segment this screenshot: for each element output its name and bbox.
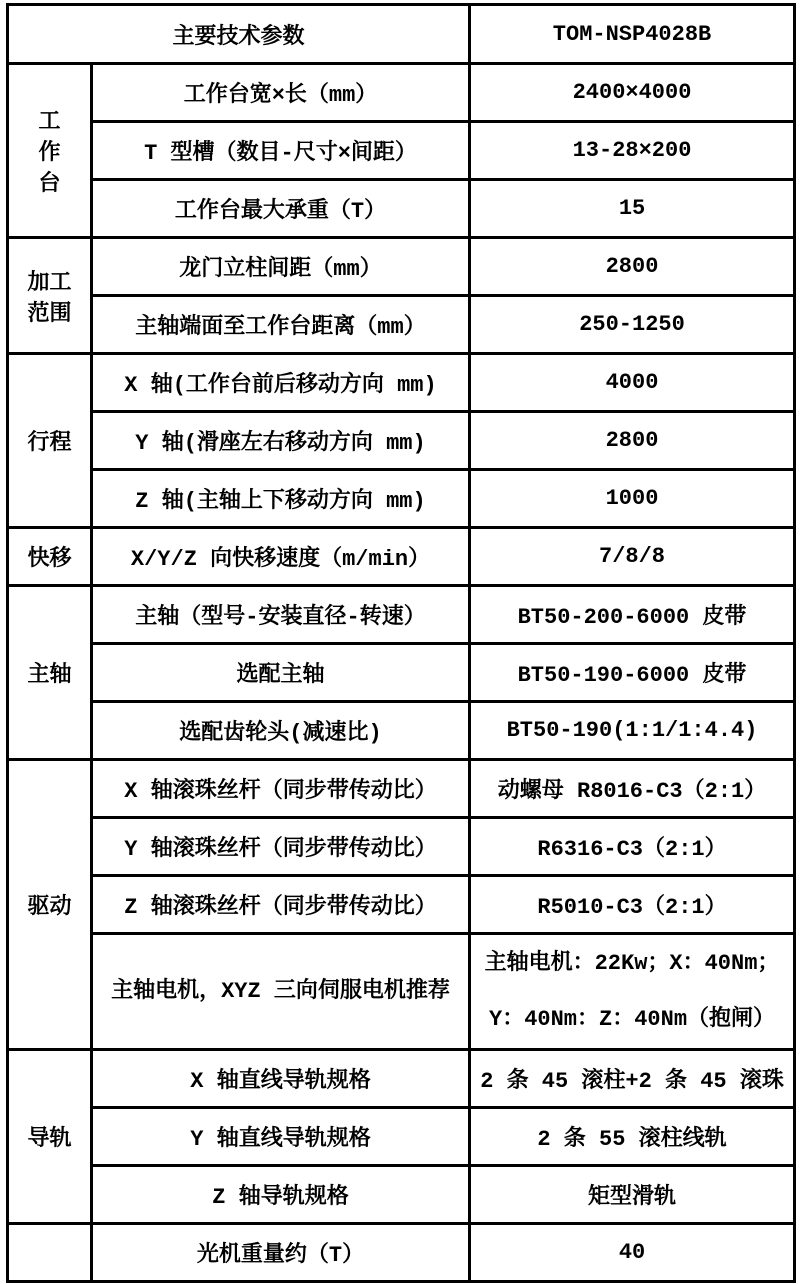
spec-row bbox=[8, 1108, 795, 1166]
group-label-empty bbox=[8, 1224, 92, 1282]
spec-label: 选配主轴 bbox=[92, 644, 470, 702]
group-label-guideway: 导轨 bbox=[8, 1050, 92, 1224]
spec-label: 龙门立柱间距（mm） bbox=[92, 238, 470, 296]
spec-label: Y 轴滚珠丝杆（同步带传动比） bbox=[92, 818, 470, 876]
header-title-cell: 主要技术参数 bbox=[8, 5, 470, 64]
spec-value: 7/8/8 bbox=[470, 528, 795, 586]
header-model-cell: TOM-NSP4028B bbox=[470, 5, 795, 64]
spec-label: 主轴电机，XYZ 三向伺服电机推荐 bbox=[92, 934, 470, 1050]
spec-row bbox=[8, 818, 795, 876]
spec-label: 光机重量约（T） bbox=[92, 1224, 470, 1282]
spec-label: Y 轴直线导轨规格 bbox=[92, 1108, 470, 1166]
group-word: 范围 bbox=[27, 301, 72, 327]
spec-value: 13-28×200 bbox=[470, 122, 795, 180]
spec-row-motors bbox=[8, 934, 795, 1050]
spec-label: Z 轴导轨规格 bbox=[92, 1166, 470, 1224]
group-label-worktable bbox=[8, 64, 92, 238]
spec-value: 2800 bbox=[470, 238, 795, 296]
group-label-stack bbox=[9, 265, 90, 327]
spec-label: Z 轴(主轴上下移动方向 mm) bbox=[92, 470, 470, 528]
spec-value: 矩型滑轨 bbox=[470, 1166, 795, 1224]
group-label-rapid-traverse: 快移 bbox=[8, 528, 92, 586]
spec-value: BT50-190-6000 皮带 bbox=[470, 644, 795, 702]
table-header-row bbox=[8, 5, 795, 64]
spec-row bbox=[8, 470, 795, 528]
spec-row bbox=[8, 760, 795, 818]
spec-row bbox=[8, 528, 795, 586]
spec-value: 15 bbox=[470, 180, 795, 238]
spec-value: 2800 bbox=[470, 412, 795, 470]
spec-value: 动螺母 R8016-C3（2:1） bbox=[470, 760, 795, 818]
spec-label: X 轴直线导轨规格 bbox=[92, 1050, 470, 1108]
spec-value: 2400×4000 bbox=[470, 64, 795, 122]
spec-label: 工作台宽×长（mm） bbox=[92, 64, 470, 122]
spec-row bbox=[8, 64, 795, 122]
group-label-drive: 驱动 bbox=[8, 760, 92, 1050]
spec-row bbox=[8, 296, 795, 354]
spec-value: BT50-190(1:1/1:4.4) bbox=[470, 702, 795, 760]
spec-row bbox=[8, 412, 795, 470]
group-char: 作 bbox=[38, 141, 61, 166]
group-char: 台 bbox=[38, 172, 61, 197]
spec-label: T 型槽（数目-尺寸×间距） bbox=[92, 122, 470, 180]
spec-value: R6316-C3（2:1） bbox=[470, 818, 795, 876]
spec-value: R5010-C3（2:1） bbox=[470, 876, 795, 934]
group-char: 工 bbox=[38, 110, 61, 135]
spec-row bbox=[8, 180, 795, 238]
group-label-stack bbox=[9, 104, 90, 197]
spec-value: BT50-200-6000 皮带 bbox=[470, 586, 795, 644]
spec-label: X 轴(工作台前后移动方向 mm) bbox=[92, 354, 470, 412]
spec-row bbox=[8, 1224, 795, 1282]
group-label-machining-range bbox=[8, 238, 92, 354]
spec-label: 工作台最大承重（T） bbox=[92, 180, 470, 238]
technical-parameters-table bbox=[6, 3, 796, 1283]
spec-row bbox=[8, 238, 795, 296]
spec-label: X/Y/Z 向快移速度（m/min） bbox=[92, 528, 470, 586]
spec-row bbox=[8, 1050, 795, 1108]
spec-value: 2 条 45 滚柱+2 条 45 滚珠 bbox=[470, 1050, 795, 1108]
spec-row bbox=[8, 1166, 795, 1224]
group-label-spindle: 主轴 bbox=[8, 586, 92, 760]
spec-row bbox=[8, 876, 795, 934]
spec-value: 主轴电机：22Kw；X：40Nm；Y：40Nm：Z：40Nm（抱闸） bbox=[470, 934, 795, 1050]
spec-row bbox=[8, 122, 795, 180]
spec-label: Z 轴滚珠丝杆（同步带传动比） bbox=[92, 876, 470, 934]
spec-value: 4000 bbox=[470, 354, 795, 412]
spec-row bbox=[8, 354, 795, 412]
spec-value: 1000 bbox=[470, 470, 795, 528]
spec-value: 2 条 55 滚柱线轨 bbox=[470, 1108, 795, 1166]
group-word: 加工 bbox=[27, 270, 72, 296]
group-label-travel: 行程 bbox=[8, 354, 92, 528]
spec-row bbox=[8, 586, 795, 644]
spec-label: X 轴滚珠丝杆（同步带传动比） bbox=[92, 760, 470, 818]
spec-label: 选配齿轮头(减速比) bbox=[92, 702, 470, 760]
spec-value: 40 bbox=[470, 1224, 795, 1282]
spec-row bbox=[8, 644, 795, 702]
spec-label: 主轴端面至工作台距离（mm） bbox=[92, 296, 470, 354]
spec-value: 250-1250 bbox=[470, 296, 795, 354]
spec-label: 主轴（型号-安装直径-转速） bbox=[92, 586, 470, 644]
spec-label: Y 轴(滑座左右移动方向 mm) bbox=[92, 412, 470, 470]
spec-row bbox=[8, 702, 795, 760]
